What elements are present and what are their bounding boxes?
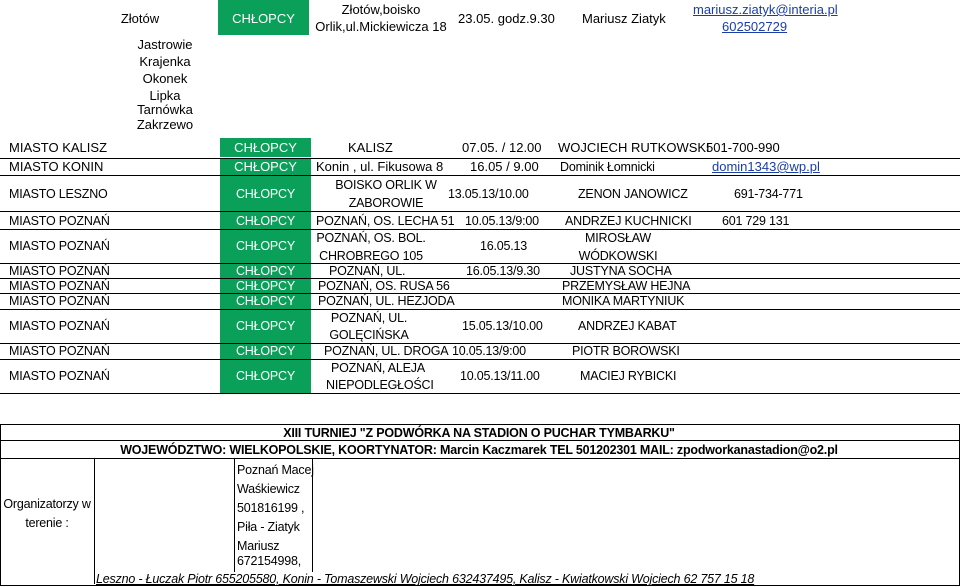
place-cell-line2: NIEPODLEGŁOŚCI [326, 378, 434, 392]
place-cell: POZNAŃ, OS. LECHA 51 [316, 214, 455, 228]
organizer-line: Mariusz [237, 539, 280, 553]
person-cell: ZENON JANOWICZ [578, 187, 688, 201]
footer-col-divider [94, 458, 95, 584]
category-cell: CHŁOPCY [235, 294, 296, 308]
footer-col-divider [234, 458, 235, 572]
tournament-title: XIII TURNIEJ "Z PODWÓRKA NA STADION O PUCHAR TYMBARKU" [283, 426, 675, 440]
organizer-line: Piła - Ziatyk [237, 520, 300, 534]
person-cell: MONIKA MARTYNIUK [562, 294, 685, 308]
category-cell: CHŁOPCY [235, 264, 296, 278]
contact-cell: 691-734-771 [734, 187, 803, 201]
row-divider [0, 359, 960, 360]
organizers-label: Organizatorzy w [3, 497, 91, 511]
place-cell-line1: POZNAŃ, UL. [330, 311, 408, 325]
person-cell: WOJCIECH RUTKOWSKI [558, 140, 710, 155]
city-cell: MIASTO POZNAŃ [9, 344, 110, 358]
contact-cell: 601 729 131 [722, 214, 790, 228]
date-cell: 16.05 / 9.00 [470, 159, 539, 174]
phone-link[interactable]: 602502729 [722, 19, 788, 34]
city-cell: MIASTO POZNAŃ [9, 294, 110, 308]
regional-contacts: Leszno - Łuczak Piotr 655205580, Konin - Tomaszewski Wojciech 632437495, Kalisz - Kwiatkowski Wojciech 62 757 15 18 [96, 572, 755, 586]
city-cell: MIASTO KONIN [9, 159, 104, 174]
person-cell-line1: MIROSŁAW [585, 231, 651, 245]
date-cell: 16.05.13 [480, 239, 528, 253]
town-item: Lipka [149, 88, 181, 103]
place-cell-line2: ZABOROWIE [348, 196, 424, 210]
city-cell: MIASTO POZNAŃ [9, 239, 110, 253]
category-cell: CHŁOPCY [232, 11, 295, 26]
category-cell: CHŁOPCY [235, 239, 296, 253]
person-cell-line2: WÓDKOWSKI [578, 249, 658, 263]
row-divider [0, 309, 960, 310]
date-cell: 16.05.13/9.30 [466, 264, 540, 278]
date-cell: 15.05.13/10.00 [462, 319, 543, 333]
town-item: Jastrowie [137, 37, 193, 52]
date-cell: 10.05.13/11.00 [460, 369, 540, 383]
person-cell: JUSTYNA SOCHA [570, 264, 672, 278]
date-cell: 13.05.13/10.00 [448, 187, 529, 201]
category-cell: CHŁOPCY [235, 369, 296, 383]
row-divider [0, 175, 960, 176]
place-cell-line1: POZNAŃ, OS. BOL. [316, 231, 426, 245]
place-cell: Konin , ul. Fikusowa 8 [316, 159, 444, 174]
city-cell: MIASTO POZNAŃ [9, 319, 110, 333]
city-cell: Złotów [120, 11, 160, 26]
person-cell: ANDRZEJ KUCHNICKI [565, 214, 692, 228]
category-cell: CHŁOPCY [235, 279, 296, 293]
place-cell: POZNAŃ, UL. DROGA [324, 344, 449, 358]
email-link[interactable]: mariusz.ziatyk@interia.pl [693, 2, 838, 17]
place-cell: KALISZ [348, 140, 393, 155]
row-divider [0, 229, 960, 230]
row-divider [0, 293, 960, 294]
place-cell-line2: Orlik,ul.Mickiewicza 18 [315, 19, 447, 34]
place-cell-line2: CHROBREGO 105 [319, 249, 423, 263]
category-cell: CHŁOPCY [235, 344, 296, 358]
person-cell: PRZEMYSŁAW HEJNA [562, 279, 691, 293]
email-link[interactable]: domin1343@wp.pl [712, 159, 820, 174]
category-cell: CHŁOPCY [235, 214, 296, 228]
organizer-line: Poznań Macej [237, 463, 314, 477]
date-cell: 10.05.13/9:00 [452, 344, 526, 358]
person-cell: MACIEJ RYBICKI [580, 369, 677, 383]
place-cell: POZNAŃ, UL. [329, 264, 406, 278]
place-cell-line1: POZNAŃ, ALEJA [331, 361, 425, 375]
person-cell: Mariusz Ziatyk [582, 11, 666, 26]
tournament-subtitle: WOJEWÓDZTWO: WIELKOPOLSKIE, KOORTYNATOR: Marcin Kaczmarek TEL 501202301 MAIL: zpodworkanastadion@o2.pl [120, 443, 838, 457]
organizers-label: terenie : [25, 516, 69, 530]
place-cell-line1: Złotów,boisko [341, 2, 421, 17]
row-divider [0, 211, 960, 212]
city-cell: MIASTO POZNAŃ [9, 214, 110, 228]
person-cell: Dominik Łomnicki [560, 160, 655, 174]
category-cell: CHŁOPCY [235, 319, 296, 333]
footer-divider [0, 458, 960, 459]
place-cell: POZNAŃ, UL. HEZJODA [318, 294, 455, 308]
place-cell-line1: BOISKO ORLIK W [335, 178, 437, 192]
town-item: Tarnówka [137, 102, 193, 117]
contact-cell: 501-700-990 [706, 140, 780, 155]
town-item: Okonek [142, 71, 188, 86]
category-cell: CHŁOPCY [234, 140, 297, 155]
town-item: Zakrzewo [136, 117, 194, 132]
town-item: Krajenka [139, 54, 191, 69]
city-cell: MIASTO LESZNO [9, 187, 108, 201]
organizer-line: 672154998, [237, 554, 302, 568]
person-cell: PIOTR BOROWSKI [572, 344, 680, 358]
organizer-line: Waśkiewicz [237, 482, 300, 496]
place-cell: POZNAŃ, OS. RUSA 56 [318, 279, 450, 293]
organizer-line: 501816199 , [237, 501, 305, 515]
category-cell: CHŁOPCY [235, 187, 296, 201]
city-cell: MIASTO KALISZ [9, 140, 108, 155]
city-cell: MIASTO POZNAŃ [9, 264, 110, 278]
row-divider [0, 393, 960, 394]
person-cell: ANDRZEJ KABAT [578, 319, 677, 333]
category-cell: CHŁOPCY [234, 159, 297, 174]
city-cell: MIASTO POZNAŃ [9, 369, 110, 383]
date-cell: 10.05.13/9:00 [465, 214, 539, 228]
date-cell: 07.05. / 12.00 [462, 140, 542, 155]
city-cell: MIASTO POZNAŃ [9, 279, 110, 293]
place-cell-line2: GOLĘCIŃSKA [329, 328, 409, 342]
date-cell: 23.05. godz.9.30 [458, 11, 555, 26]
